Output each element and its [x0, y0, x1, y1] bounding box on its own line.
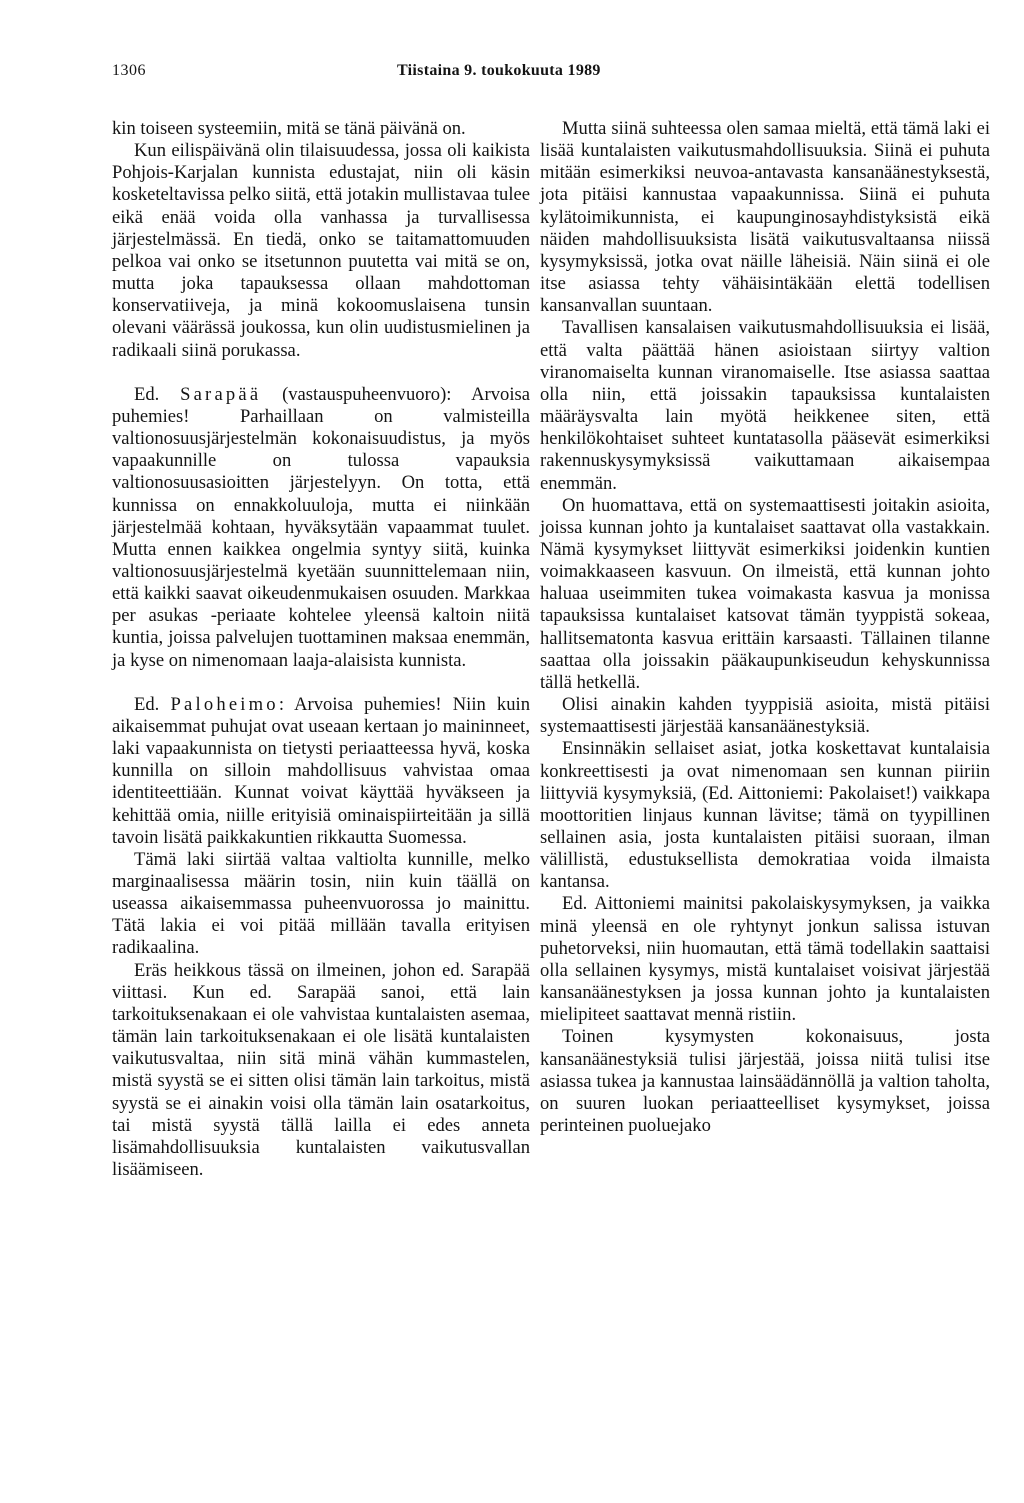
left-column	[112, 118, 530, 1181]
paragraph: Toinen kysymysten kokonaisuus, josta kansanäänestyksiä tulisi järjestää, joissa niitä tulisi itse asiassa tukea ja kannustaa lainsäädännöllä ja valtion taholta, on suuren luokan periaatteelliset kysymykset, joissa perinteinen puoluejako	[540, 1026, 990, 1137]
paragraph: Mutta siinä suhteessa olen samaa mieltä, että tämä laki ei lisää kuntalaisten vaikutusmahdollisuuksia. Siinä ei puhuta mitään esimerkiksi neuvoa-antavasta kansanäänestyksestä, jota pitäisi kannustaa vapaakunnissa. Siinä ei puhuta kylätoimikunnista, ei kaupunginosayhdistyksistä eikä näiden mahdollisuuksista lisätä vaikutusvaltaansa niissä kysymyksissä, jotka ovat näille läheisiä. Näin siinä ei ole itse asiassa tehty vähäisintäkään elettä todellisen kansanvallan suuntaan.	[540, 118, 990, 317]
session-date: Tiistaina 9. toukokuuta 1989	[397, 62, 601, 79]
paragraph: Eräs heikkous tässä on ilmeinen, johon ed. Sarapää viittasi. Kun ed. Sarapää sanoi, että lain tarkoituksenakaan ei ole vahvistaa kuntalaisten asemaa, tämän lain tarkoituksenakaan ei ole lisätä kuntalaisten vaikutusvaltaa, niin sitä minä vähän kummastelen, mistä syystä se ei sitten olisi tämän lain tarkoitus, mistä syystä se ei ainakin voisi olla tämän lain osatarkoitus, tai mistä syystä tällä lailla ei edes anneta lisämahdollisuuksia kuntalaisten vaikutusvallan lisäämiseen.	[112, 959, 530, 1181]
page-number: 1306	[112, 62, 146, 79]
speech-paloheimo	[112, 694, 530, 849]
paragraph: kin toiseen systeemiin, mitä se tänä päivänä on.	[112, 118, 466, 139]
paragraph: Olisi ainakin kahden tyyppisiä asioita, mistä pitäisi systemaattisesti järjestää kansanäänestyksiä.	[540, 694, 990, 738]
speech-prefix: Ed.	[134, 383, 160, 405]
speech-text: (vastauspuheenvuoro): Arvoisa puhemies! Parhaillaan on valmisteilla valtionosuusjärjestelmän kokonaisuudistus, ja myös vapaakunnille on tulossa vapauksia valtionosuusasioitten järjestelyyn. On totta, että kunnissa on ennakkoluuloja, mutta ei niinkään järjestelmää kohtaan, hyväksytään vapaammat tuulet. Mutta ennen kaikkea ongelmia syntyy siitä, kuinka valtionosuusjärjestelmä kyetään suunnittelemaan niin, että kaikki saavat oikeudenmukaisen osuuden. Markkaa per asukas -periaate kohtelee yleensä kaltoin niitä kuntia, joissa palvelujen tuottaminen maksaa enemmän, ja kyse on nimenomaan laaja-alaisista kunnista.	[112, 383, 531, 671]
paragraph: Ensinnäkin sellaiset asiat, jotka koskettavat kuntalaisia konkreettisesti ja ovat nimenomaan sen kunnan piiriin liittyviä kysymyksiä, (Ed. Aittoniemi: Pakolaiset!) vaikkapa moottoritien linjaus kunnan lävitse; tämä on tyypillinen sellainen asia, josta kuntalaisten pitäisi suoraan, ilman välillistä, edustuksellista demokratiaa voida ilmaista kantansa.	[540, 738, 990, 893]
page-header	[112, 62, 992, 86]
paragraph: Kun eilispäivänä olin tilaisuudessa, jossa oli kaikista Pohjois-Karjalan kunnista edustajat, niin oli käsin kosketeltavissa pelko siitä, että jotakin mullistavaa tulee eikä enää voida olla vanhassa ja turvallisessa järjestelmässä. En tiedä, onko se taitamattomuuden pelkoa vai onko se itsetunnon puutetta vai mitä se on, mutta joka tapauksessa ollaan mahdottoman konservatiiveja, ja minä kokoomuslaisena tunsin olevani väärässä joukossa, kun olin uudistusmielinen ja radikaali siinä porukassa.	[112, 140, 530, 361]
right-column	[540, 118, 990, 1137]
speech-prefix: Ed.	[134, 693, 160, 715]
speaker-name: Paloheimo	[170, 693, 279, 715]
paragraph: On huomattava, että on systemaattisesti joitakin asioita, joissa kunnan johto ja kuntalaiset saattavat olla vastakkain. Nämä kysymykset liittyvät esimerkiksi joidenkin kuntien voimakkaaseen kasvuun. On ilmeistä, että kunnan johto haluaa useimmiten tukea voimakasta kasvua ja monissa tapauksissa kuntalaiset katsovat tämän tyyppistä sokeaa, hallitsematonta kasvua erittäin karsaasti. Tällainen tilanne saattaa olla joissakin pääkaupunkiseudun kehyskunnissa tällä hetkellä.	[540, 494, 990, 693]
speech-sarapaa	[112, 384, 530, 672]
speaker-name: Sarapää	[180, 383, 262, 405]
paragraph: Tavallisen kansalaisen vaikutusmahdollisuuksia ei lisää, että valta päättää hänen asioistaan siirtyy valtion viranomaiselta kunnan viranomaiselle. Itse asiassa saattaa olla niin, että joissakin tapauksissa kuntalaisten määräysvalta lain myötä heikkenee siten, että henkilökohtaiset suhteet kuntatasolla pääsevät esimerkiksi rakennuskysymyksissä vaikuttamaan aikaisempaa enemmän.	[540, 317, 990, 494]
paragraph: Tämä laki siirtää valtaa valtiolta kunnille, melko marginaalisessa määrin tosin, niin kuin täällä on useassa aikaisemmassa puheenvuorossa jo mainittu. Tätä lakia ei voi pitää millään tavalla erityisen radikaalina.	[112, 848, 530, 959]
paragraph: Ed. Aittoniemi mainitsi pakolaiskysymyksen, ja vaikka minä yleensä en ole ryhtynyt jonkun salissa istuvan puhetorveksi, niin huomautan, että tämä todellakin saattaisi olla sellainen kysymys, mistä kuntalaiset voisivat järjestää kansanäänestyksen ja jossa kunnan johto ja kuntalaisten mielipiteet saattavat mennä ristiin.	[540, 893, 990, 1026]
speech-text: : Arvoisa puhemies! Niin kuin aikaisemmat puhujat ovat useaan kertaan jo maininneet, laki vapaakunnista on tietysti periaatteessa hyvä, koska kunnilla on silloin mahdollisuus vahvistaa omaa identiteettiään. Kunnat voivat käyttää hyväkseen ja kehittää omia, niille erityisiä ominaispiirteitään ja sillä tavoin lisätä paikkakuntien rikkautta Suomessa.	[112, 693, 530, 848]
